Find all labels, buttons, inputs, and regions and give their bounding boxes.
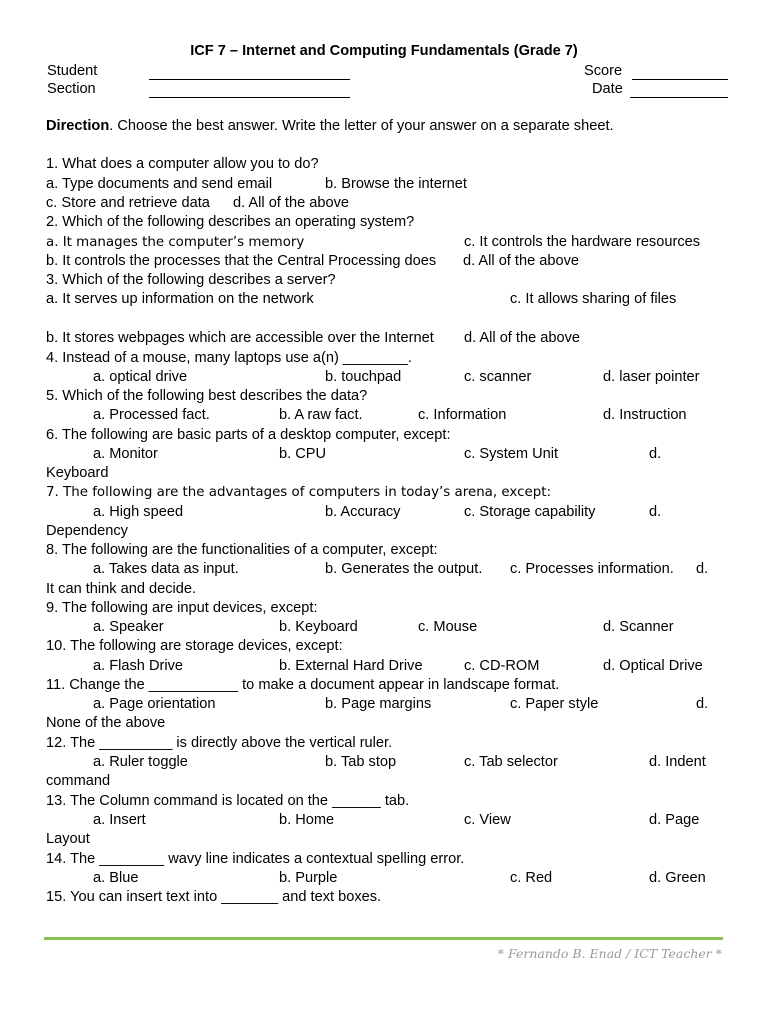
date-label: Date [592,81,623,97]
page-title: ICF 7 – Internet and Computing Fundamentals (Grade 7) [190,43,578,59]
score-field[interactable] [632,79,728,80]
question-13: 13. The Column command is located on the ______ tab. [46,793,410,809]
date-field[interactable] [630,97,728,98]
q4-option-a: a. optical drive [93,369,188,385]
score-label: Score [584,63,623,79]
q8-option-c: c. Processes information. [510,561,674,577]
q14-option-b: b. Purple [279,870,338,886]
question-4: 4. Instead of a mouse, many laptops use a(n) ________. [46,350,412,366]
q6-option-b: b. CPU [279,446,327,462]
q10-option-b: b. External Hard Drive [279,658,423,674]
q1-option-d: d. All of the above [233,195,350,211]
footer-credit: * Fernando B. Enad / ICT Teacher * [497,946,722,961]
direction-label: Direction [46,118,110,134]
q3-option-d: d. All of the above [464,330,581,346]
question-14: 14. The ________ wavy line indicates a contextual spelling error. [46,851,465,867]
q2-option-a: a. It manages the computer’s memory [46,235,305,250]
q8-option-d: d. [696,561,709,577]
direction [46,117,614,136]
q5-option-a: a. Processed fact. [93,407,210,423]
student-label: Student [47,63,98,79]
question-12: 12. The _________ is directly above the vertical ruler. [46,735,393,751]
q6-option-d-text: Keyboard [46,465,109,481]
q12-option-a: a. Ruler toggle [93,754,188,770]
q12-option-d: d. Indent [649,754,706,770]
question-11: 11. Change the ___________ to make a document appear in landscape format. [46,677,560,693]
q2-option-d: d. All of the above [463,253,580,269]
question-8: 8. The following are the functionalities of a computer, except: [46,542,438,558]
q9-option-a: a. Speaker [93,619,164,635]
q13-option-c: c. View [464,812,511,828]
q4-option-b: b. touchpad [325,369,402,385]
q8-option-b: b. Generates the output. [325,561,483,577]
q12-option-b: b. Tab stop [325,754,397,770]
question-2: 2. Which of the following describes an operating system? [46,214,415,230]
q8-option-d-text: It can think and decide. [46,581,197,597]
q7-option-d-text: Dependency [46,523,128,539]
q6-option-d: d. [649,446,662,462]
q2-option-c: c. It controls the hardware resources [464,234,701,250]
q1-option-a: a. Type documents and send email [46,176,273,192]
q13-option-d: d. Page [649,812,700,828]
q9-option-c: c. Mouse [418,619,478,635]
q7-option-c: c. Storage capability [464,504,596,520]
question-3: 3. Which of the following describes a server? [46,272,336,288]
q4-option-d: d. laser pointer [603,369,700,385]
q11-option-d-text: None of the above [46,715,166,731]
q11-option-d: d. [696,696,709,712]
q6-option-c: c. System Unit [464,446,559,462]
question-7: 7. The following are the advantages of computers in today’s arena, except: [46,485,551,500]
student-field[interactable] [149,79,350,80]
q11-option-b: b. Page margins [325,696,432,712]
q14-option-d: d. Green [649,870,706,886]
q14-option-c: c. Red [510,870,553,886]
q11-option-c: c. Paper style [510,696,599,712]
q8-option-a: a. Takes data as input. [93,561,239,577]
q3-option-a: a. It serves up information on the network [46,291,314,307]
section-field[interactable] [149,97,350,98]
q10-option-a: a. Flash Drive [93,658,184,674]
footer-divider [44,937,723,940]
q1-option-b: b. Browse the internet [325,176,467,192]
q13-option-a: a. Insert [93,812,146,828]
q5-option-c: c. Information [418,407,507,423]
q14-option-a: a. Blue [93,870,139,886]
q13-option-d-text: Layout [46,831,90,847]
q11-option-a: a. Page orientation [93,696,216,712]
q5-option-d: d. Instruction [603,407,687,423]
question-9: 9. The following are input devices, except: [46,600,318,616]
q10-option-d: d. Optical Drive [603,658,703,674]
q10-option-c: c. CD-ROM [464,658,540,674]
q9-option-b: b. Keyboard [279,619,358,635]
q9-option-d: d. Scanner [603,619,674,635]
q12-option-c: c. Tab selector [464,754,558,770]
q3-option-b: b. It stores webpages which are accessible over the Internet [46,330,434,346]
question-1: 1. What does a computer allow you to do? [46,156,319,172]
section-label: Section [47,81,96,97]
q3-option-c: c. It allows sharing of files [510,291,677,307]
q7-option-b: b. Accuracy [325,504,401,520]
question-10: 10. The following are storage devices, except: [46,638,343,654]
q4-option-c: c. scanner [464,369,532,385]
q5-option-b: b. A raw fact. [279,407,363,423]
q2-option-b: b. It controls the processes that the Central Processing does [46,253,437,269]
question-6: 6. The following are basic parts of a desktop computer, except: [46,427,451,443]
question-15: 15. You can insert text into _______ and text boxes. [46,889,382,905]
q7-option-a: a. High speed [93,504,184,520]
q6-option-a: a. Monitor [93,446,158,462]
question-5: 5. Which of the following best describes the data? [46,388,368,404]
q1-option-c: c. Store and retrieve data [46,195,210,211]
direction-text: . Choose the best answer. Write the letter of your answer on a separate sheet. [109,118,614,134]
q7-option-d: d. [649,504,662,520]
q13-option-b: b. Home [279,812,335,828]
q12-option-d-text: command [46,773,111,789]
